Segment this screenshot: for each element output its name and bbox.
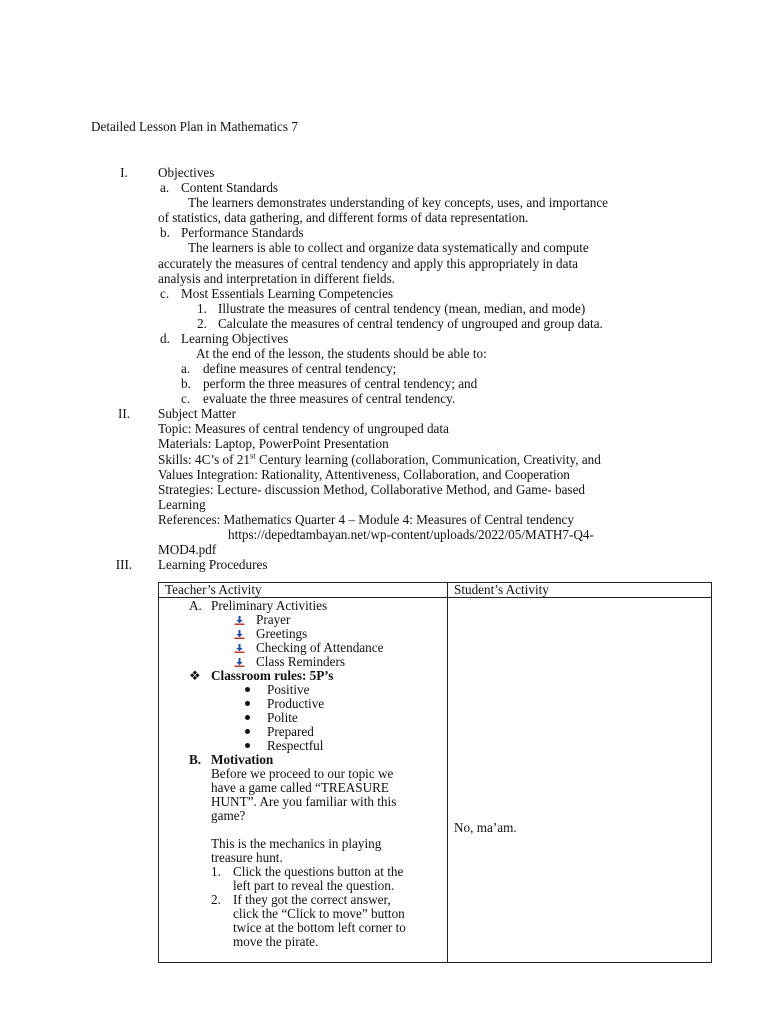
reference-url-2: MOD4.pdf: [158, 542, 217, 557]
competency-number: 2.: [197, 316, 207, 331]
performance-standards-text-3: analysis and interpretation in different fields.: [158, 271, 396, 286]
motivation-label: B.: [189, 752, 202, 767]
subject-materials: Materials: Laptop, PowerPoint Presentation: [158, 436, 389, 451]
competency-item: Illustrate the measures of central tendency (mean, median, and mode): [218, 301, 586, 316]
learning-procedures-table: [158, 582, 712, 963]
prelim-label: A.: [189, 598, 202, 613]
table-header-row: [159, 583, 712, 598]
section-1-heading: Objectives: [158, 165, 215, 180]
mechanics-item: click the “Click to move” button: [233, 906, 405, 921]
performance-standards-label: b.: [160, 225, 170, 240]
content-standards-text-1: The learners demonstrates understanding of key concepts, uses, and importance: [188, 195, 609, 210]
learning-objectives-label: d.: [160, 331, 170, 346]
motivation-text: game?: [211, 808, 246, 823]
arrow-down-icon: [234, 641, 245, 656]
prelim-item: Prayer: [256, 612, 291, 627]
subject-strategies-2: Learning: [158, 497, 206, 512]
competencies-heading: Most Essentials Learning Competencies: [181, 286, 394, 301]
arrow-down-icon: [234, 627, 245, 642]
learning-objectives-intro: At the end of the lesson, the students should be able to:: [196, 346, 487, 361]
rule-item: Prepared: [267, 724, 314, 739]
motivation-text: Before we proceed to our topic we: [211, 766, 394, 781]
bullet-icon: [245, 710, 250, 725]
subject-strategies-1: Strategies: Lecture- discussion Method, Collaborative Method, and Game- based: [158, 482, 586, 497]
subject-topic: Topic: Measures of central tendency of ungrouped data: [158, 421, 449, 436]
objective-letter: c.: [181, 391, 191, 406]
mechanics-text: treasure hunt.: [211, 850, 283, 865]
rule-item: Respectful: [267, 738, 324, 753]
content-standards-label: a.: [160, 180, 170, 195]
student-answer: No, ma’am.: [454, 820, 517, 835]
diamond-bullet-icon: ❖: [189, 668, 201, 683]
performance-standards-text-1: The learners is able to collect and organize data systematically and compute: [188, 240, 589, 255]
table-row: [159, 598, 712, 963]
performance-standards-text-2: accurately the measures of central tendency and apply this appropriately in data: [158, 256, 578, 271]
subject-references: References: Mathematics Quarter 4 – Module 4: Measures of Central tendency: [158, 512, 574, 527]
mechanics-item: If they got the correct answer,: [233, 892, 391, 907]
content-standards-heading: Content Standards: [181, 180, 279, 195]
student-activity-header: Student’s Activity: [448, 583, 712, 598]
bullet-icon: [245, 682, 250, 697]
motivation-heading: Motivation: [211, 752, 274, 767]
mechanics-number: 1.: [211, 864, 221, 879]
mechanics-item: twice at the bottom left corner to: [233, 920, 406, 935]
student-activity-cell: [448, 598, 712, 963]
rules-heading: Classroom rules: 5P’s: [211, 668, 334, 683]
subject-values: Values Integration: Rationality, Attentiveness, Collaboration, and Cooperation: [158, 467, 570, 482]
rule-item: Productive: [267, 696, 325, 711]
bullet-icon: [245, 738, 250, 753]
objective-letter: b.: [181, 376, 191, 391]
prelim-heading: Preliminary Activities: [211, 598, 328, 613]
competency-number: 1.: [197, 301, 207, 316]
prelim-item: Greetings: [256, 626, 308, 641]
bullet-icon: [245, 724, 250, 739]
rule-item: Positive: [267, 682, 310, 697]
reference-url-1: https://depedtambayan.net/wp-content/uploads/2022/05/MATH7-Q4-: [228, 527, 594, 542]
rule-item: Polite: [267, 710, 298, 725]
motivation-text: HUNT”. Are you familiar with this: [211, 794, 397, 809]
arrow-down-icon: [234, 613, 245, 628]
mechanics-item: move the pirate.: [233, 934, 319, 949]
section-2-heading: Subject Matter: [158, 406, 237, 421]
objective-item: define measures of central tendency;: [203, 361, 397, 376]
motivation-text: have a game called “TREASURE: [211, 780, 389, 795]
competency-item: Calculate the measures of central tendency of ungrouped and group data.: [218, 316, 603, 331]
objective-letter: a.: [181, 361, 191, 376]
bullet-icon: [245, 696, 250, 711]
section-2-numeral: II.: [117, 406, 131, 421]
performance-standards-heading: Performance Standards: [181, 225, 304, 240]
learning-objectives-heading: Learning Objectives: [181, 331, 289, 346]
content-standards-text-2: of statistics, data gathering, and different forms of data representation.: [158, 210, 529, 225]
prelim-item: Checking of Attendance: [256, 640, 384, 655]
document-title: Detailed Lesson Plan in Mathematics 7: [91, 119, 298, 134]
mechanics-item: left part to reveal the question.: [233, 878, 395, 893]
teacher-activity-header: Teacher’s Activity: [159, 583, 448, 598]
section-1-numeral: I.: [120, 165, 128, 180]
section-3-heading: Learning Procedures: [158, 557, 268, 572]
objective-item: perform the three measures of central tendency; and: [203, 376, 478, 391]
prelim-item: Class Reminders: [256, 654, 346, 669]
mechanics-number: 2.: [211, 892, 221, 907]
mechanics-text: This is the mechanics in playing: [211, 836, 382, 851]
teacher-activity-cell: [159, 598, 448, 963]
subject-skills: Skills: 4C’s of 21st Century learning (collaboration, Communication, Creativity, and: [158, 450, 601, 467]
section-3-numeral: III.: [115, 557, 133, 572]
objective-item: evaluate the three measures of central tendency.: [203, 391, 456, 406]
mechanics-item: Click the questions button at the: [233, 864, 404, 879]
competencies-label: c.: [160, 286, 170, 301]
